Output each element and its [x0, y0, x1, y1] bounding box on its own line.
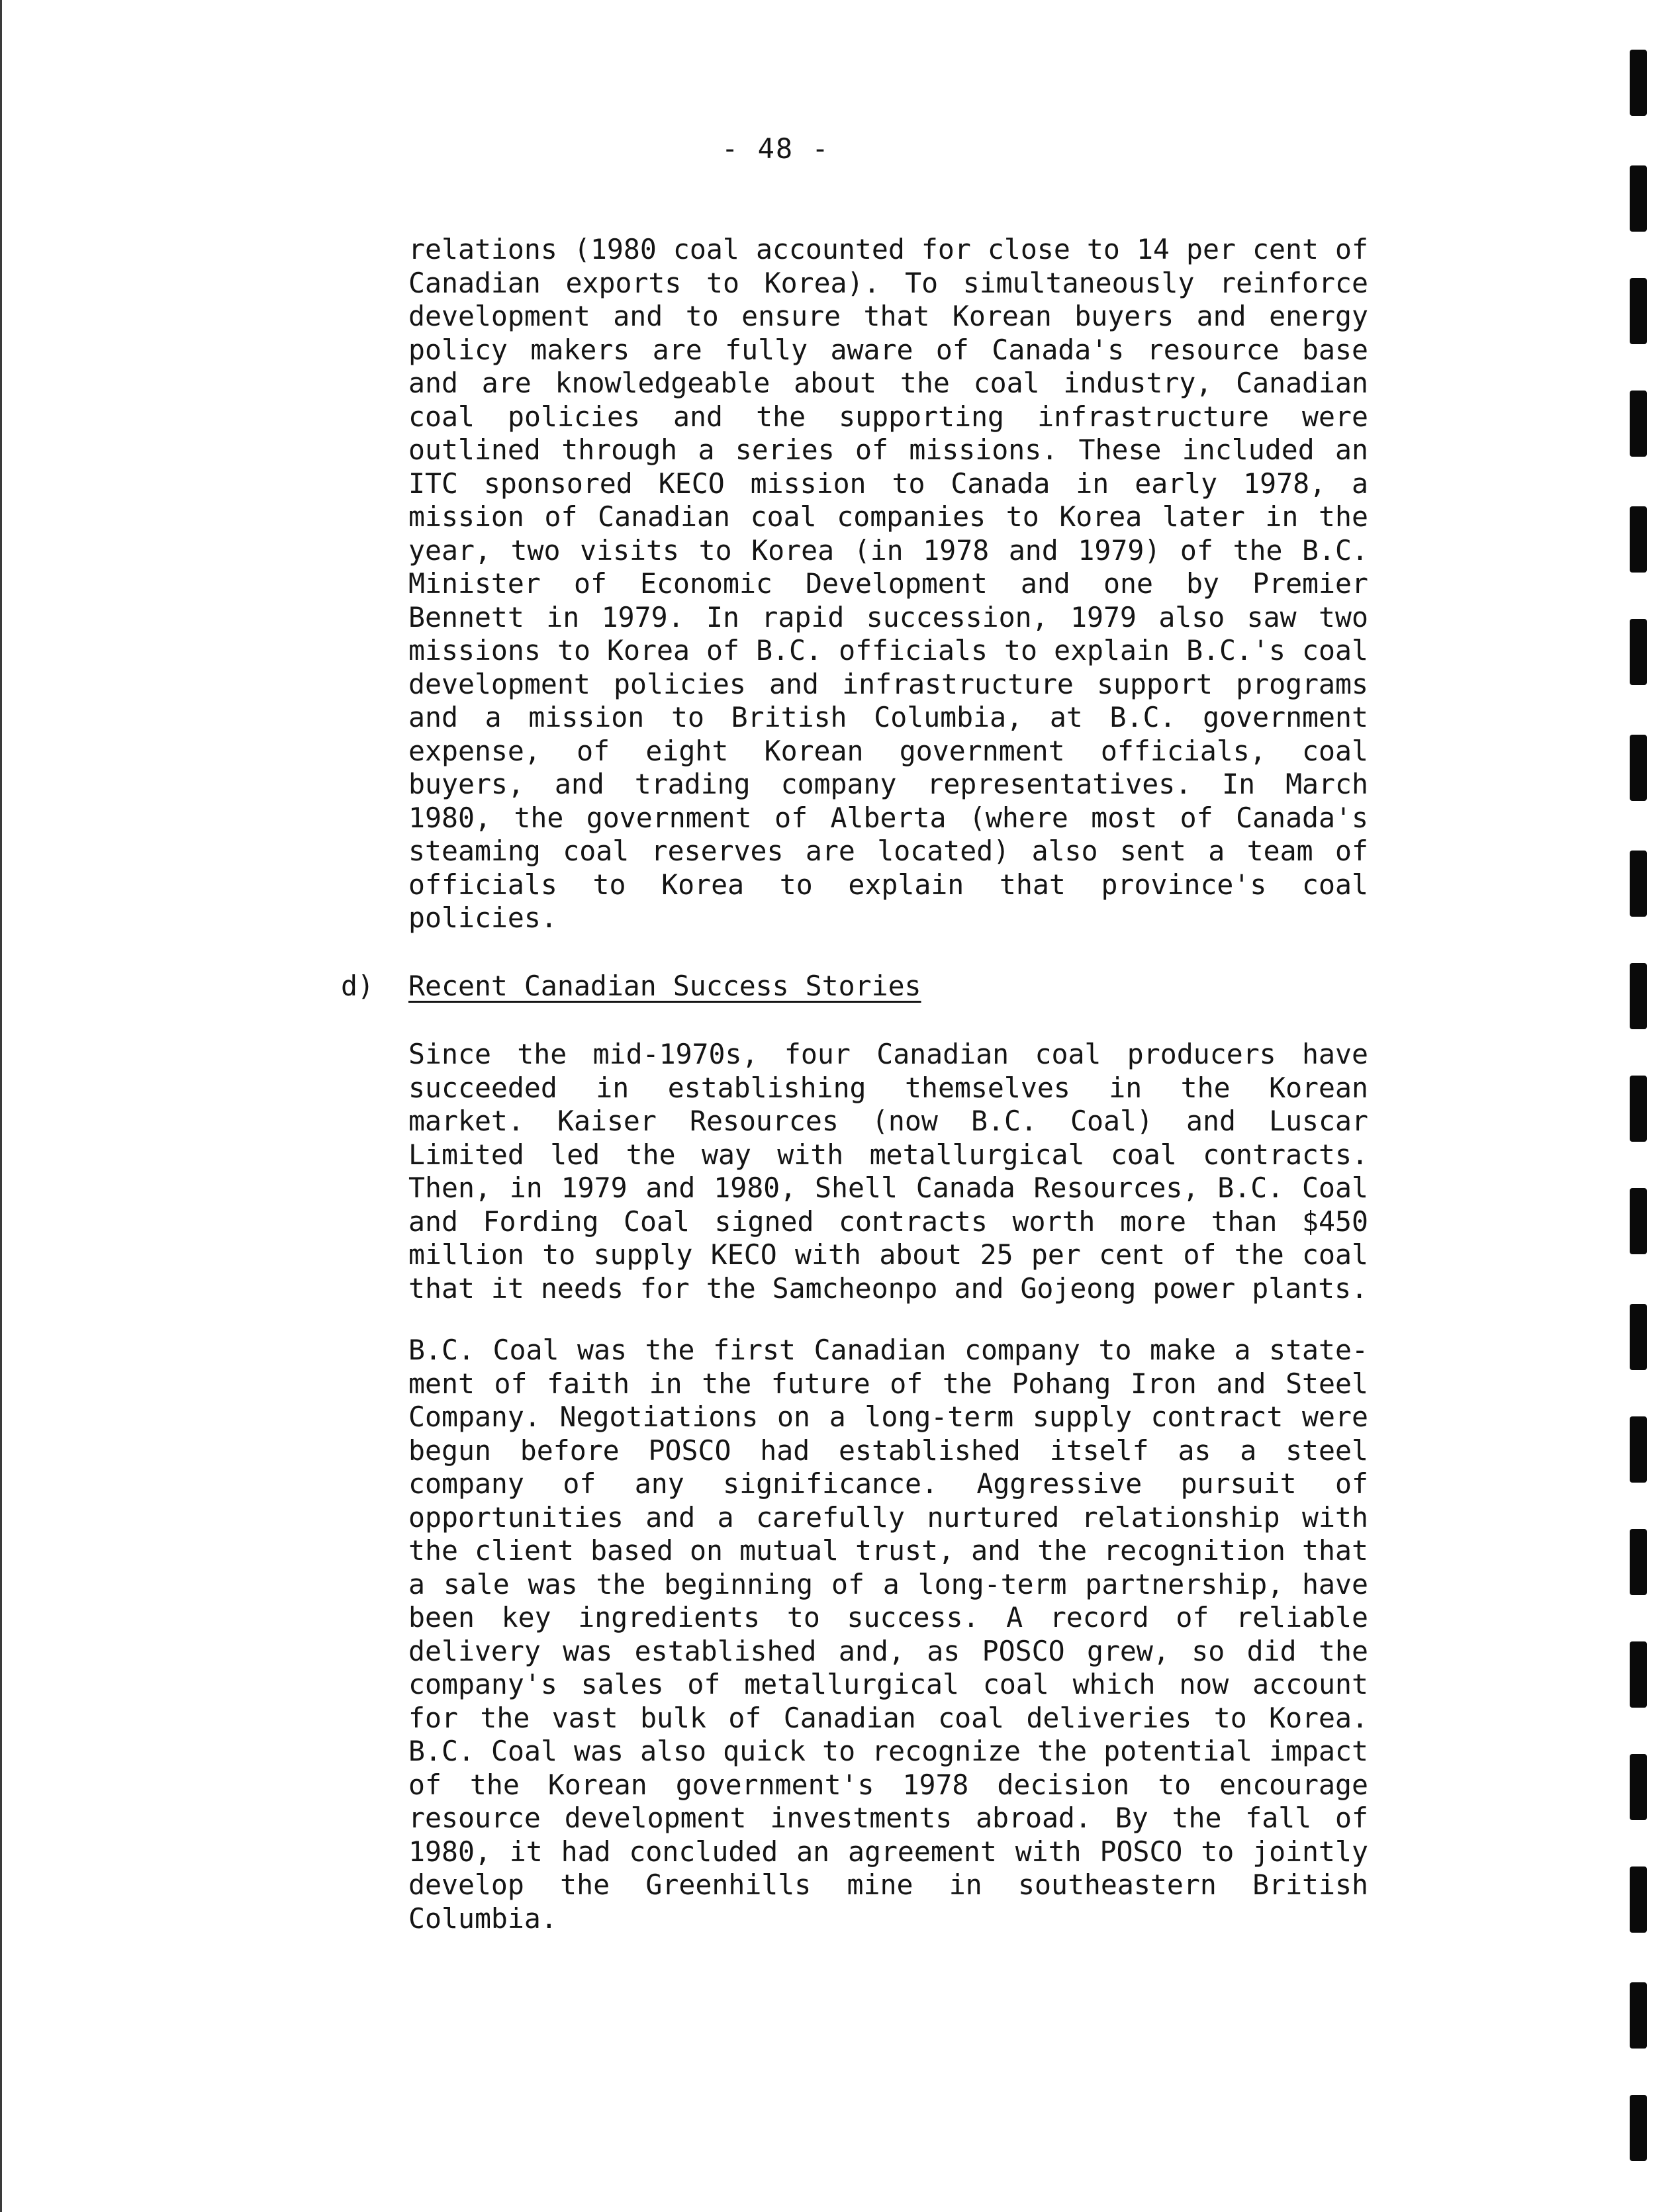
text-line: development policies and infrastructure support programs: [408, 667, 1368, 700]
text-line: and are knowledgeable about the coal industry, Canadian: [408, 367, 1368, 399]
text-line: mission of Canadian coal companies to Korea later in the: [408, 500, 1368, 533]
text-line: and a mission to British Columbia, at B.C. government: [408, 701, 1368, 733]
text-line: Minister of Economic Development and one by Premier: [408, 567, 1368, 600]
text-line: delivery was established and, as POSCO grew, so did the: [408, 1634, 1368, 1667]
binding-mark: [1630, 1416, 1647, 1483]
text-line: Then, in 1979 and 1980, Shell Canada Resources, B.C. Coal: [408, 1172, 1368, 1204]
text-line: officials to Korea to explain that province's coal: [408, 868, 1368, 901]
binding-mark: [1630, 963, 1647, 1029]
binding-mark: [1630, 1529, 1647, 1595]
binding-mark: [1630, 391, 1647, 457]
text-line: million to supply KECO with about 25 per cent of the coal: [408, 1238, 1368, 1271]
text-line: company of any significance. Aggressive pursuit of: [408, 1467, 1368, 1500]
section-label: d): [341, 970, 374, 1002]
paragraph-missions: [408, 233, 1368, 935]
text-line: Columbia.: [408, 1902, 557, 1935]
section-heading: Recent Canadian Success Stories: [408, 970, 921, 1002]
binding-mark: [1630, 278, 1647, 344]
text-line: Limited led the way with metallurgical coal contracts.: [408, 1138, 1368, 1171]
text-line: B.C. Coal was the first Canadian company to make a state-: [408, 1334, 1368, 1366]
text-line: succeeded in establishing themselves in the Korean: [408, 1071, 1368, 1104]
text-line: market. Kaiser Resources (now B.C. Coal) and Luscar: [408, 1105, 1368, 1137]
text-line: ment of faith in the future of the Pohang Iron and Steel: [408, 1367, 1368, 1400]
binding-mark: [1630, 735, 1647, 801]
text-line: missions to Korea of B.C. officials to explain B.C.'s coal: [408, 634, 1368, 667]
binding-mark: [1630, 50, 1647, 116]
binding-mark: [1630, 1866, 1647, 1933]
text-line: relations (1980 coal accounted for close to 14 per cent of: [408, 233, 1368, 265]
text-line: and Fording Coal signed contracts worth more than $450: [408, 1205, 1368, 1238]
text-line: that it needs for the Samcheonpo and Gojeong power plants.: [408, 1271, 1368, 1305]
text-line: develop the Greenhills mine in southeastern British: [408, 1868, 1368, 1901]
page-left-edge: [0, 0, 2, 2212]
binding-mark: [1630, 851, 1647, 917]
text-line: Company. Negotiations on a long-term supply contract were: [408, 1401, 1368, 1433]
paragraph-success-stories: [408, 1038, 1368, 1305]
text-line: ITC sponsored KECO mission to Canada in early 1978, a: [408, 467, 1368, 500]
text-line: year, two visits to Korea (in 1978 and 1979) of the B.C.: [408, 533, 1368, 567]
binding-mark: [1630, 1641, 1647, 1708]
text-line: B.C. Coal was also quick to recognize the potential impact: [408, 1735, 1368, 1767]
text-line: policy makers are fully aware of Canada's resource base: [408, 333, 1368, 366]
text-line: 1980, it had concluded an agreement with POSCO to jointly: [408, 1835, 1368, 1868]
text-line: Canadian exports to Korea). To simultaneously reinforce: [408, 266, 1368, 299]
text-line: opportunities and a carefully nurtured relationship with: [408, 1500, 1368, 1534]
text-line: begun before POSCO had established itself as a steel: [408, 1434, 1368, 1467]
text-line: resource development investments abroad. By the fall of: [408, 1802, 1368, 1834]
text-line: Bennett in 1979. In rapid succession, 1979 also saw two: [408, 600, 1368, 633]
text-line: for the vast bulk of Canadian coal deliveries to Korea.: [408, 1701, 1368, 1734]
text-line: expense, of eight Korean government officials, coal: [408, 734, 1368, 767]
text-line: steaming coal reserves are located) also sent a team of: [408, 835, 1368, 867]
text-line: Since the mid-1970s, four Canadian coal producers have: [408, 1038, 1368, 1070]
page-number: - 48 -: [722, 132, 830, 165]
text-line: buyers, and trading company representatives. In March: [408, 768, 1368, 800]
binding-mark: [1630, 1304, 1647, 1370]
text-line: policies.: [408, 901, 557, 934]
binding-mark: [1630, 1076, 1647, 1142]
binding-mark: [1630, 619, 1647, 685]
binding-mark: [1630, 2095, 1647, 2161]
text-line: company's sales of metallurgical coal which now account: [408, 1668, 1368, 1700]
binding-mark: [1630, 1982, 1647, 2049]
binding-mark: [1630, 506, 1647, 573]
text-line: a sale was the beginning of a long-term partnership, have: [408, 1567, 1368, 1600]
text-line: been key ingredients to success. A record of reliable: [408, 1601, 1368, 1634]
text-line: of the Korean government's 1978 decision to encourage: [408, 1768, 1368, 1801]
paragraph-bc-coal: [408, 1334, 1368, 1935]
text-line: development and to ensure that Korean buyers and energy: [408, 300, 1368, 332]
text-line: the client based on mutual trust, and the recognition that: [408, 1534, 1368, 1567]
text-line: 1980, the government of Alberta (where most of Canada's: [408, 801, 1368, 834]
binding-mark: [1630, 1188, 1647, 1254]
text-line: outlined through a series of missions. These included an: [408, 434, 1368, 466]
text-line: coal policies and the supporting infrastructure were: [408, 400, 1368, 433]
binding-mark: [1630, 1754, 1647, 1820]
binding-mark: [1630, 165, 1647, 232]
